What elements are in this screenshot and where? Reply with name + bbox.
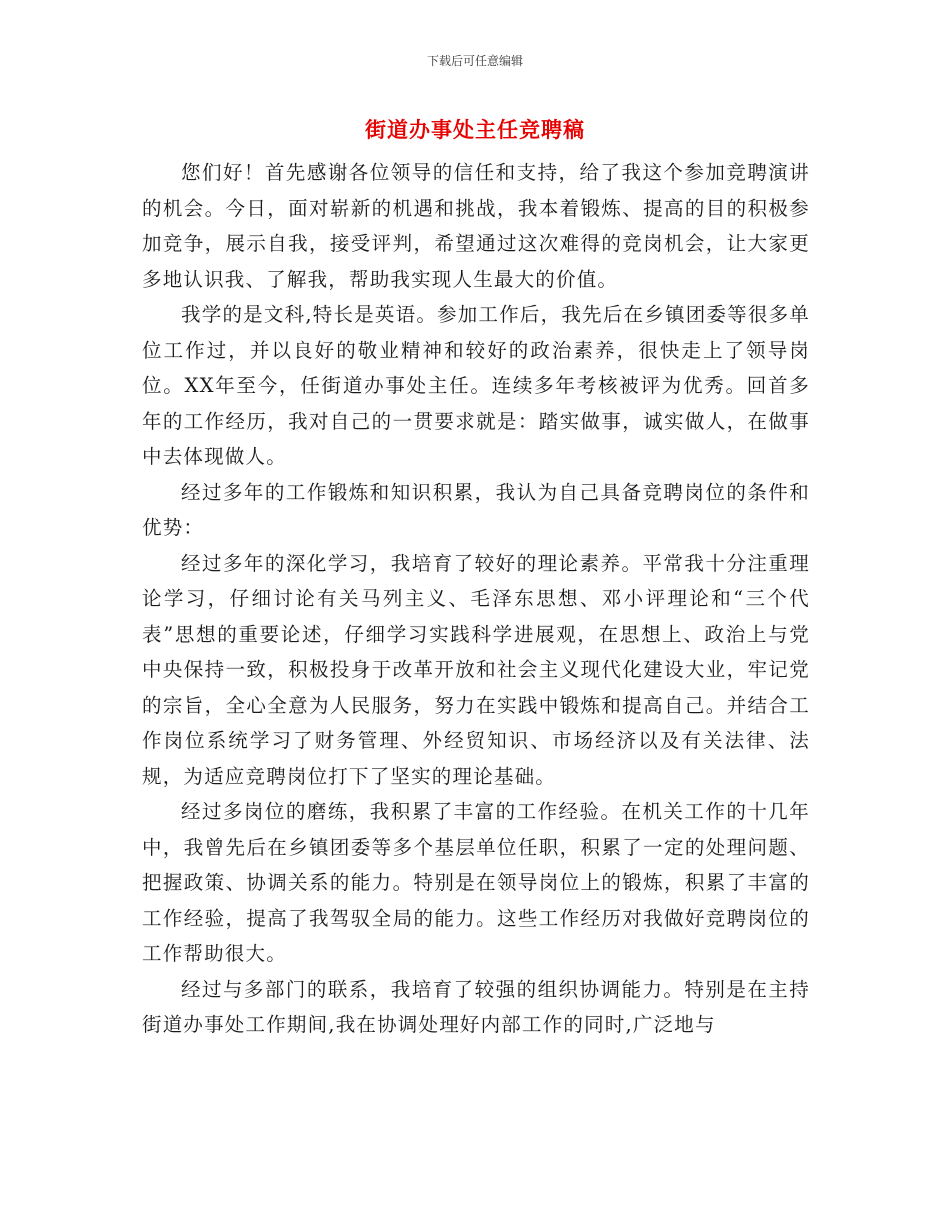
header-note: 下载后可任意编辑 <box>426 54 523 68</box>
paragraph-1: 您们好！首先感谢各位领导的信任和支持，给了我这个参加竞聘演讲的机会。今日，面对崭新的机遇和挑战，我本着锻炼、提高的目的积极参加竞争，展示自我，接受评判，希望通过这次难得的竞岗机会，让大家更多地认识我、了解我，帮助我实现人生最大的价值。 <box>142 161 810 291</box>
document-title: 街道办事处主任竞聘稿 <box>365 118 585 142</box>
paragraph-6: 经过与多部门的联系，我培育了较强的组织协调能力。特别是在主持街道办事处工作期间,我在协调处理好内部工作的同时,广泛地与 <box>142 977 810 1036</box>
document-body <box>142 155 810 1043</box>
paragraph-2: 我学的是文科,特长是英语。参加工作后，我先后在乡镇团委等很多单位工作过，并以良好的敬业精神和较好的政治素养，很快走上了领导岗位。XX年至今，任街道办事处主任。连续多年考核被评为优秀。回首多年的工作经历，我对自己的一贯要求就是：踏实做事，诚实做人，在做事中去体现做人。 <box>142 303 810 468</box>
paragraph-5: 经过多岗位的磨练，我积累了丰富的工作经验。在机关工作的十几年中，我曾先后在乡镇团委等多个基层单位任职，积累了一定的处理问题、把握政策、协调关系的能力。特别是在领导岗位上的锻炼，积累了丰富的工作经验，提高了我驾驭全局的能力。这些工作经历对我做好竞聘岗位的工作帮助很大。 <box>142 800 810 965</box>
paragraph-4: 经过多年的深化学习，我培育了较好的理论素养。平常我十分注重理论学习，仔细讨论有关马列主义、毛泽东思想、邓小评理论和“三个代表”思想的重要论述，仔细学习实践科学进展观，在思想上、政治上与党中央保持一致，积极投身于改革开放和社会主义现代化建设大业，牢记党的宗旨，全心全意为人民服务，努力在实践中锻炼和提高自己。并结合工作岗位系统学习了财务管理、外经贸知识、市场经济以及有关法律、法规，为适应竞聘岗位打下了坚实的理论基础。 <box>142 551 810 788</box>
paragraph-3: 经过多年的工作锻炼和知识积累，我认为自己具备竞聘岗位的条件和优势： <box>142 480 810 539</box>
